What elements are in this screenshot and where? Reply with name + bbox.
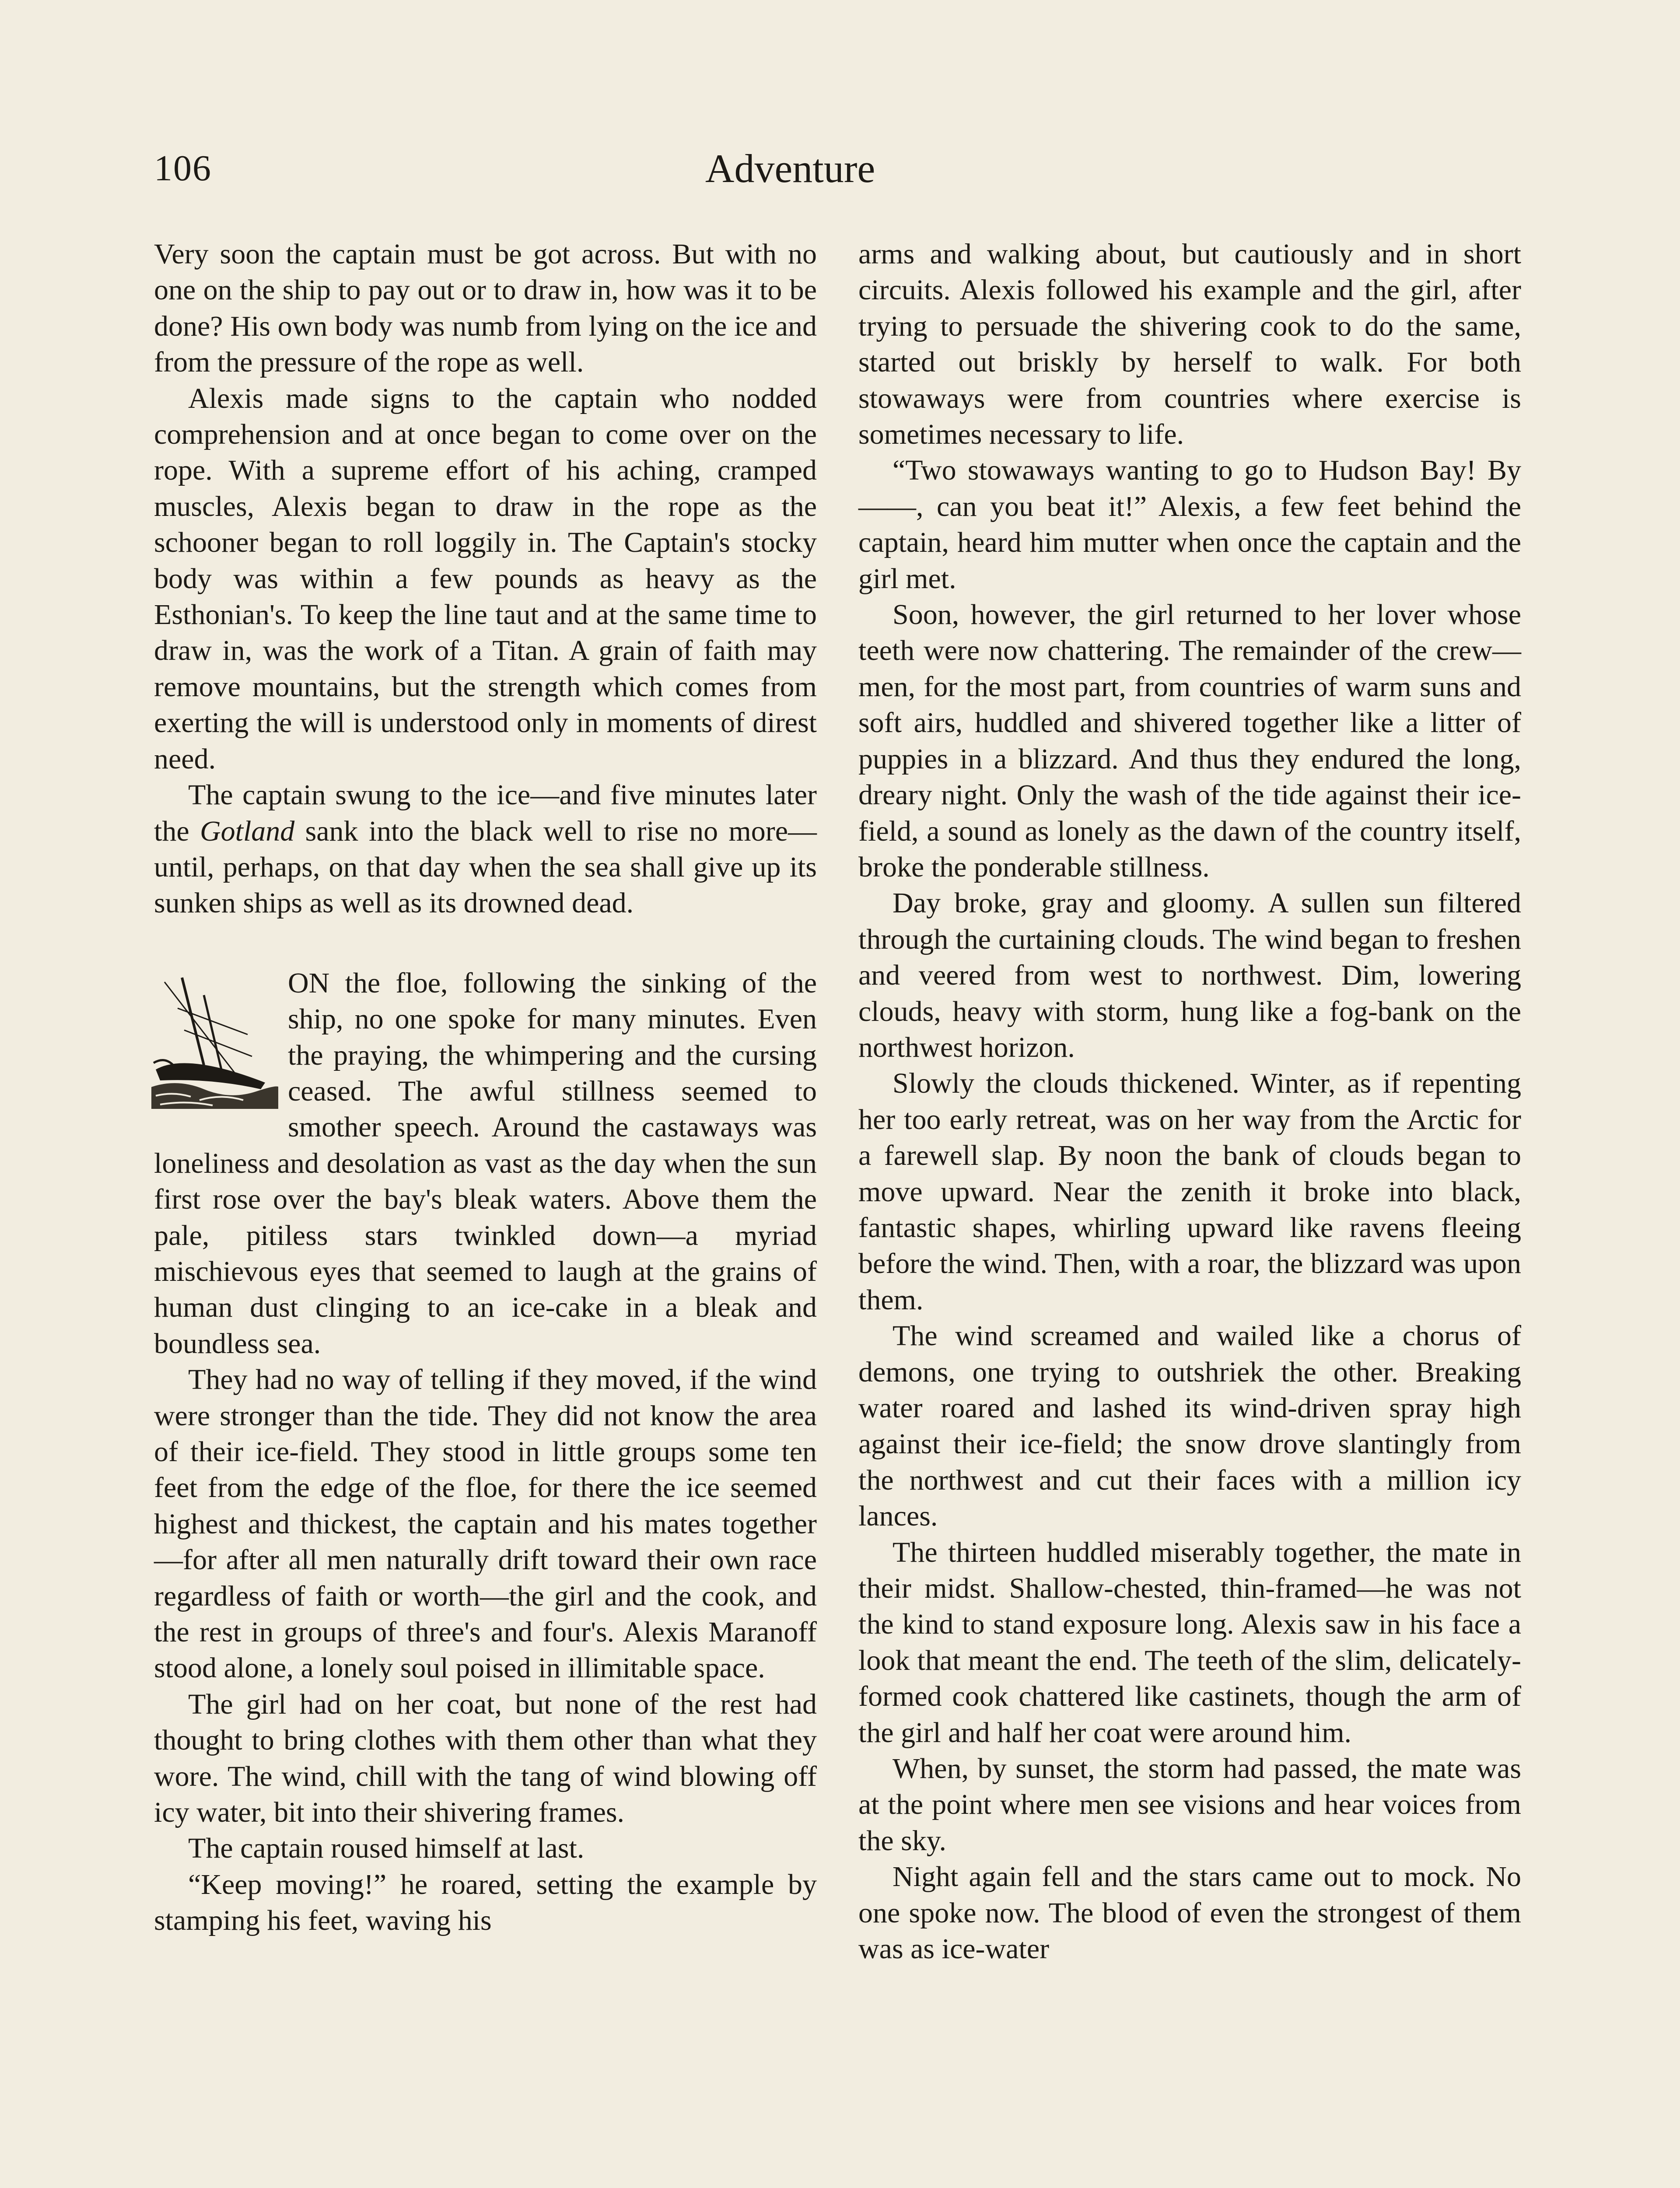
- paragraph: The captain roused himself at last.: [188, 1832, 584, 1865]
- paragraph: Day broke, gray and gloomy. A sullen sun filtered through the curtaining clouds. The wind began to freshen and veered from west to northwest. Dim, lowering clouds, heavy with storm, hung like a fog-bank on the northwest horizon.: [858, 887, 1521, 1063]
- paragraph: Very soon the captain must be got across. But with no one on the ship to pay out or to draw in, how was it to be done? His own body was numb from lying on the ice and from the pressure of the rope as well.: [154, 238, 817, 379]
- page-header: [154, 144, 1528, 197]
- ship-vignette-icon: [151, 969, 278, 1113]
- section-break-block: [154, 965, 817, 1362]
- paragraph: They had no way of telling if they moved, if the wind were stronger than the tide. They did not know the area of their ice-field. They stood in little groups some ten feet from the edge of the floe, for there the ice seemed highest and thickest, the captain and his mates together—for after all men naturally drift toward their own race regardless of faith or worth—the girl and the cook, and the rest in groups of three's and four's. Alexis Maranoff stood alone, a lonely soul poised in illimitable space.: [154, 1364, 817, 1684]
- text-run: sank into the black well to rise no more—until, perhaps, on that day when the sea shall give up its sunken ships as well as its drowned dead.: [154, 815, 817, 919]
- right-column: [858, 236, 1521, 1967]
- paragraph: The wind screamed and wailed like a chorus of demons, one trying to outshriek the other. Breaking water roared and lashed its wind-driven spray high against their ice-field; the snow drove slantingly from the northwest and cut their faces with a million icy lances.: [858, 1320, 1521, 1532]
- paragraph: Alexis made signs to the captain who nodded comprehension and at once began to come over on the rope. With a supreme effort of his aching, cramped muscles, Alexis began to draw in the rope as the schooner began to roll loggily in. The Captain's stocky body was within a few pounds as heavy as the Esthonian's. To keep the line taut and at the same time to draw in, was the work of a Titan. A grain of faith may remove mountains, but the strength which comes from exerting the will is understood only in moments of direst need.: [154, 382, 817, 775]
- ship-name: Gotland: [200, 815, 295, 847]
- page-number: 106: [154, 148, 212, 189]
- running-title: Adventure: [705, 146, 875, 191]
- paragraph: When, by sunset, the storm had passed, the mate was at the point where men see visions and hear voices from the sky.: [858, 1753, 1521, 1857]
- left-column: [154, 236, 817, 1939]
- paragraph: Night again fell and the stars came out to mock. No one spoke now. The blood of even the strongest of them was as ice-water: [858, 1861, 1521, 1965]
- paragraph: The thirteen huddled miserably together, the mate in their midst. Shallow-chested, thin-framed—he was not the kind to stand exposure long. Alexis saw in his face a look that meant the end. The teeth of the slim, delicately-formed cook chattered like castinets, though the arm of the girl and half her coat were around him.: [858, 1536, 1521, 1749]
- section-opening-paragraph: ON the floe, following the sinking of the ship, no one spoke for many minutes. Even the praying, the whimpering and the cursing ceased. The awful stillness seemed to smother speech. Around the castaways was loneliness and desolation as vast as the day when the sun first rose over the bay's bleak waters. Above them the pale, pitiless stars twinkled down—a myriad mischievous eyes that seemed to laugh at the grains of human dust clinging to an ice-cake in a bleak and boundless sea.: [154, 967, 817, 1360]
- paragraph: “Two stowaways wanting to go to Hudson Bay! By——, can you beat it!” Alexis, a few feet behind the captain, heard him mutter when once the captain and the girl met.: [858, 454, 1521, 595]
- paragraph: Slowly the clouds thickened. Winter, as if repenting her too early retreat, was on her way from the Arctic for a farewell slap. By noon the bank of clouds began to move upward. Near the zenith it broke into black, fantastic shapes, whirling upward like ravens fleeing before the wind. Then, with a roar, the blizzard was upon them.: [858, 1067, 1521, 1316]
- paragraph: “Keep moving!” he roared, setting the example by stamping his feet, waving his: [154, 1868, 817, 1937]
- paragraph: Soon, however, the girl returned to her lover whose teeth were now chattering. The remainder of the crew—men, for the most part, from countries of warm suns and soft airs, huddled and shivered together like a litter of puppies in a blizzard. And thus they endured the long, dreary night. Only the wash of the tide against their ice-field, a sound as lonely as the dawn of the country itself, broke the ponderable stillness.: [858, 599, 1521, 883]
- text-run: The captain swung to the ice—and five minutes later the: [154, 779, 817, 847]
- paragraph: [154, 777, 817, 922]
- paragraph: arms and walking about, but cautiously and in short circuits. Alexis followed his example and the girl, after trying to persuade the shivering cook to do the same, started out briskly by herself to walk. For both stowaways were from countries where exercise is sometimes necessary to life.: [858, 238, 1521, 451]
- paragraph: The girl had on her coat, but none of the rest had thought to bring clothes with them other than what they wore. The wind, chill with the tang of wind blowing off icy water, bit into their shivering frames.: [154, 1688, 817, 1829]
